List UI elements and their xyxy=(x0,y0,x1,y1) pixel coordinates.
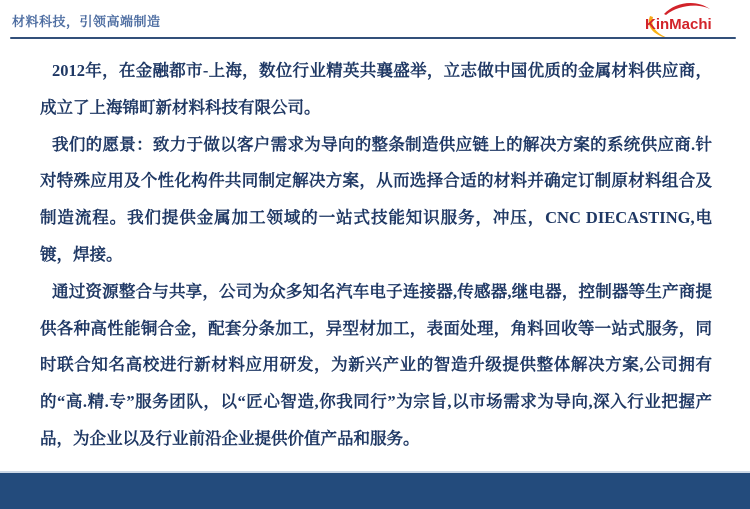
logo-text: KinMachi xyxy=(645,16,712,33)
footer-bar xyxy=(0,471,750,509)
header-tagline: 材料科技，引领高端制造 xyxy=(12,14,161,29)
header-divider xyxy=(10,37,736,39)
intro-paragraph-founding: 2012年，在金融都市-上海，数位行业精英共襄盛举，立志做中国优质的金属材料供应商，成立了上海锦町新材料科技有限公司。 xyxy=(40,61,712,117)
company-intro-text xyxy=(40,53,712,458)
kinmachi-logo xyxy=(644,1,718,41)
intro-paragraph-vision: 我们的愿景：致力于做以客户需求为导向的整条制造供应链上的解决方案的系统供应商.针对特殊应用及个性化构件共同制定解决方案，从而选择合适的材料并确定订制原材料组合及制造流程。我们提供金属加工领域的一站式技能知识服务，冲压，CNC DIECASTING,电镀，焊接。 xyxy=(40,134,712,264)
intro-paragraph-services: 通过资源整合与共享，公司为众多知名汽车电子连接器,传感器,继电器，控制器等生产商提供各种高性能铜合金，配套分条加工，异型材加工，表面处理，角料回收等一站式服务，同时联合知名高校进行新材料应用研发，为新兴产业的智造升级提供整体解决方案,公司拥有的“高.精.专”服务团队，以“匠心智造,你我同行”为宗旨,以市场需求为导向,深入行业把握产品，为企业以及行业前沿企业提供价值产品和服务。 xyxy=(40,281,712,448)
logo-top-swoosh-icon xyxy=(664,3,710,15)
